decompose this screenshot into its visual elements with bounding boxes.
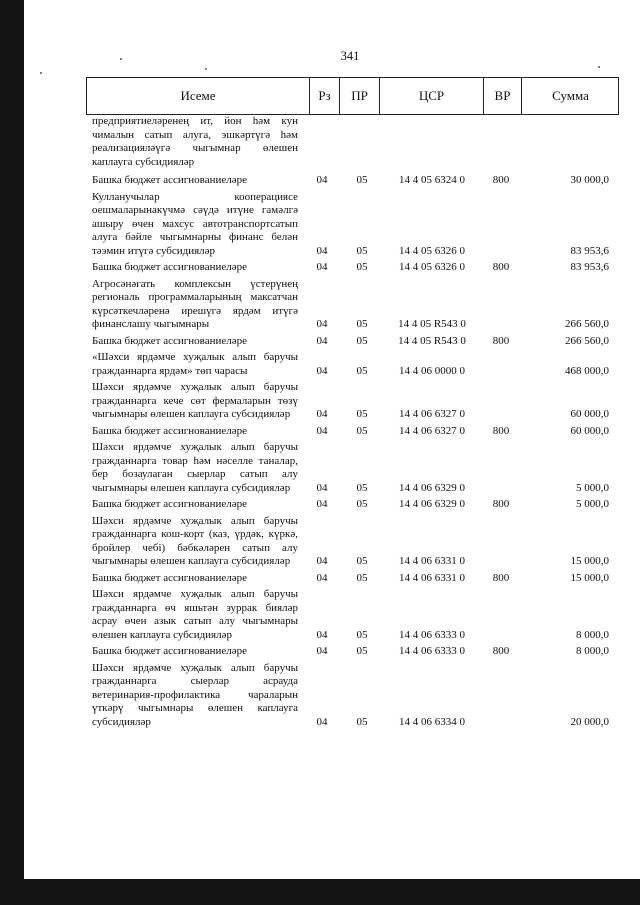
row-csr: 14 4 05 R543 0 (398, 318, 466, 330)
row-csr: 14 4 05 6326 0 (399, 261, 465, 273)
table-row (86, 498, 619, 512)
row-rz: 04 (316, 715, 328, 728)
row-name: Башка бюджет ассигнованиеләре (92, 645, 247, 657)
row-pr: 05 (356, 334, 368, 347)
row-csr: 14 4 06 6327 0 (399, 424, 465, 437)
table-row (86, 174, 619, 188)
table-row (86, 645, 619, 659)
row-pr: 05 (356, 571, 368, 584)
row-pr: 05 (356, 261, 368, 273)
row-vr: 800 (492, 645, 510, 657)
header-sum: Сумма (521, 78, 619, 114)
table-row (86, 335, 619, 349)
row-name: Башка бюджет ассигнованиеләре (92, 424, 247, 437)
scan-speck (40, 72, 42, 74)
row-vr: 800 (492, 498, 510, 510)
row-sum: 5 000,0 (576, 498, 609, 510)
table-row (86, 278, 619, 332)
table-row (86, 351, 619, 378)
row-pr: 05 (356, 498, 368, 510)
scan-speck (598, 66, 600, 68)
row-rz: 04 (316, 174, 328, 186)
row-sum: 60 000,0 (570, 408, 609, 420)
row-csr: 14 4 05 R543 0 (398, 334, 466, 347)
row-sum: 20 000,0 (570, 715, 609, 728)
row-name: Шәхси ярдәмче хуҗалык алып баручы гражданнарга кече сөт фермаларын төзү чыгымнары өлешен каплауга субсидияләр (92, 381, 298, 420)
scan-speck (120, 58, 122, 60)
row-name: Кулланучылар кооперациясе оешмаларынакүчмә сәүдә итүне гамәлгә ашыру өчен махсус автотранспортсатып алуга бәйле чыгымнарны финанс белән тәэмин итүгә субсидияләр (92, 190, 298, 257)
row-pr: 05 (356, 645, 368, 657)
row-rz: 04 (316, 645, 328, 657)
header-name: Исеме (180, 88, 216, 103)
row-pr: 05 (356, 244, 368, 257)
row-name: Агросәнәгать комплексын үстерүнең региональ программаларының максатчан күрсәткечләренә ирешүгә ярдәм итүгә финанслашу чыгымнары (92, 277, 298, 330)
row-rz: 04 (316, 481, 328, 494)
row-sum: 266 560,0 (565, 334, 609, 347)
row-csr: 14 4 06 0000 0 (399, 364, 465, 377)
row-rz: 04 (316, 318, 328, 330)
row-csr: 14 4 06 6331 0 (399, 555, 465, 567)
row-csr: 14 4 05 6324 0 (399, 174, 465, 186)
table-row (86, 515, 619, 569)
table-row (86, 191, 619, 259)
row-sum: 8 000,0 (576, 645, 609, 657)
row-sum: 468 000,0 (565, 364, 609, 377)
row-name: Башка бюджет ассигнованиеләре (92, 498, 247, 510)
row-rz: 04 (316, 628, 328, 641)
row-rz: 04 (316, 364, 328, 377)
row-pr: 05 (356, 408, 368, 420)
row-rz: 04 (316, 244, 328, 257)
row-sum: 60 000,0 (570, 424, 609, 437)
table-row (86, 588, 619, 642)
table-row (86, 381, 619, 422)
row-name: Башка бюджет ассигнованиеләре (92, 261, 247, 273)
row-rz: 04 (316, 571, 328, 584)
row-sum: 15 000,0 (570, 555, 609, 567)
row-name: Шәхси ярдәмче хуҗалык алып баручы гражданнарга сыерлар асрауда ветеринария-профилактика чараларын үткәрү чыгымнары өлешен каплауга субсидияләр (92, 661, 298, 728)
row-sum: 30 000,0 (570, 174, 609, 186)
table-body (86, 115, 619, 732)
row-rz: 04 (316, 334, 328, 347)
row-pr: 05 (356, 174, 368, 186)
row-name: Шәхси ярдәмче хуҗалык алып баручы гражданнарга кош-корт (каз, үрдәк, күркә, бройлер чебі) бәбкәләрен сатып алу чыгымнары өлешен каплауга субсидияләр (92, 514, 298, 567)
table-row (86, 441, 619, 495)
header-rz: Рз (309, 78, 339, 114)
row-name: Шәхси ярдәмче хуҗалык алып баручы гражданнарга товар һәм нәселле таналар, бер бозаулаган сыерлар сатып алу чыгымнары өлешен каплауга субсидияләр (92, 441, 298, 494)
table-row (86, 261, 619, 275)
row-csr: 14 4 06 6329 0 (399, 481, 465, 494)
row-sum: 83 953,6 (570, 261, 609, 273)
row-sum: 5 000,0 (576, 481, 609, 494)
row-csr: 14 4 06 6331 0 (399, 571, 465, 584)
header-vr: ВР (483, 78, 521, 114)
row-sum: 8 000,0 (576, 628, 609, 641)
row-name: предприятиеләренең ит, йон һәм кун чималын сатып алуга, эшкәртүгә һәм реализацияләүгә чыгымнар өлешен каплауга субсидияләр (92, 115, 298, 168)
row-rz: 04 (316, 408, 328, 420)
row-name: Башка бюджет ассигнованиеләре (92, 334, 247, 347)
row-sum: 15 000,0 (570, 571, 609, 584)
row-name: Башка бюджет ассигнованиеләре (92, 174, 247, 186)
row-csr: 14 4 06 6327 0 (399, 408, 465, 420)
table-row (86, 572, 619, 586)
row-csr: 14 4 05 6326 0 (399, 244, 465, 257)
row-vr: 800 (492, 261, 510, 273)
table-row (86, 425, 619, 439)
scan-speck (205, 68, 207, 70)
row-pr: 05 (356, 628, 368, 641)
row-rz: 04 (316, 261, 328, 273)
row-csr: 14 4 06 6333 0 (399, 645, 465, 657)
header-csr: ЦСР (379, 78, 483, 114)
row-rz: 04 (316, 424, 328, 437)
row-csr: 14 4 06 6333 0 (399, 628, 465, 641)
row-vr: 800 (492, 174, 510, 186)
row-vr: 800 (492, 334, 510, 347)
row-csr: 14 4 06 6334 0 (399, 715, 465, 728)
row-pr: 05 (356, 364, 368, 377)
row-csr: 14 4 06 6329 0 (399, 498, 465, 510)
header-pr: ПР (339, 78, 379, 114)
row-name: Шәхси ярдәмче хуҗалык алып баручы гражданнарга өч яшьтән зуррак бияләр асрау өчен азык сатып алу чыгымнары өлешен каплауга субсидияләр (92, 588, 298, 641)
table-row (86, 662, 619, 730)
row-rz: 04 (316, 498, 328, 510)
row-pr: 05 (356, 424, 368, 437)
row-rz: 04 (316, 555, 328, 567)
row-vr: 800 (492, 424, 510, 437)
page-number: 341 (340, 49, 360, 63)
scan-bottom-border (0, 879, 640, 905)
row-sum: 83 953,6 (570, 244, 609, 257)
table-row (86, 115, 619, 169)
row-sum: 266 560,0 (565, 318, 609, 330)
table-header (86, 77, 619, 115)
row-pr: 05 (356, 715, 368, 728)
row-name: Башка бюджет ассигнованиеләре (92, 571, 247, 584)
row-pr: 05 (356, 318, 368, 330)
scan-left-border (0, 0, 24, 905)
row-pr: 05 (356, 481, 368, 494)
row-vr: 800 (492, 571, 510, 584)
row-pr: 05 (356, 555, 368, 567)
row-name: «Шәхси ярдәмче хуҗалык алып баручы гражданнарга ярдәм» төп чарасы (92, 351, 298, 377)
